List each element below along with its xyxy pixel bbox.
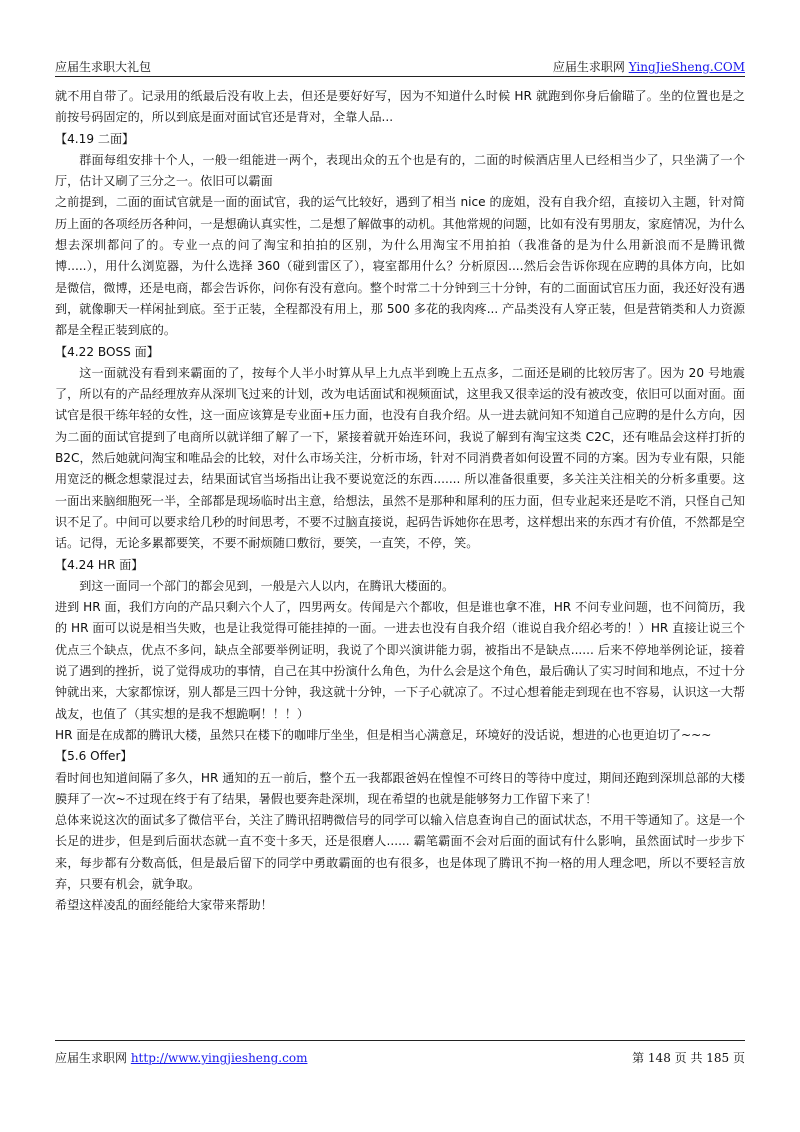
paragraph: 就不用自带了。记录用的纸最后没有收上去，但还是要好好写，因为不知道什么时候 HR 就跑到你身后偷瞄了。坐的位置也是之前按号码固定的，所以到底是面对面试官还是背对，全靠人品... xyxy=(55,89,745,125)
header-site-link[interactable]: YingJieSheng.COM xyxy=(628,60,745,74)
section-heading: 【4.19 二面】 xyxy=(55,131,135,146)
section-heading: 【4.22 BOSS 面】 xyxy=(55,344,159,359)
header-site-label: 应届生求职网 xyxy=(552,60,629,74)
paragraph: 进到 HR 面，我们方向的产品只剩六个人了，四男两女。传闻是六个都收，但是谁也拿不准，HR 不问专业问题，也不问简历，我的 HR 面可以说是相当失败，也是让我觉得可能挂掉的一面。一进去也没有自我介绍（谁说自我介绍必考的！）HR 直接让说三个优点三个缺点，优点不多问，缺点全部要举例证明，我说了个即兴演讲能力弱，被指出不是缺点...... 后来不停地举例论证，接着说了遇到的挫折，说了觉得成功的事情，自己在其中扮演什么角色，为什么会是这个角色，最后确认了实习时间和地点，不过十分钟就出来，大家都惊讶，别人都是三四十分钟，我这就十分钟，一下子心就凉了。不过心想着能走到现在也不容易，认识这一大帮战友，也值了（其实想的是我不想跪啊！！！） xyxy=(55,600,745,721)
paragraph: 群面每组安排十个人，一般一组能进一两个，表现出众的五个也是有的，二面的时候酒店里人已经相当少了，只坐满了一个厅，估计又刷了三分之一。依旧可以霸面 xyxy=(55,152,745,189)
paragraph: 希望这样凌乱的面经能给大家带来帮助！ xyxy=(55,898,273,913)
footer-site-label: 应届生求职网 xyxy=(55,1051,131,1065)
footer-site xyxy=(55,1049,307,1066)
section-heading: 【4.24 HR 面】 xyxy=(55,557,144,572)
header-site xyxy=(553,58,745,75)
page-header xyxy=(55,56,745,77)
section-heading: 【5.6 Offer】 xyxy=(55,749,133,764)
header-title: 应届生求职大礼包 xyxy=(55,60,152,74)
paragraph: 到这一面同一个部门的都会见到，一般是六人以内，在腾讯大楼面的。 xyxy=(79,578,455,593)
page-number: 第 148 页 共 185 页 xyxy=(632,1051,745,1065)
paragraph: 这一面就没有看到来霸面的了，按每个人半小时算从早上九点半到晚上五点多，二面还是刷的比较厉害了。因为 20 号地震了，所以有的产品经理放弃从深圳飞过来的计划，改为电话面试和视频面试，这里我又很幸运的没有被改变，依旧可以面对面。面试官是很干练年轻的女性，这一面应该算是专业面+压力面，也没有自我介绍。从一进去就问知不知道自己应聘的是什么方向，因为二面的面试官提到了电商所以就详细了解了一下，紧接着就开始连环问，我说了解到有淘宝这类 C2C，还有唯品会这样打折的 B2C，然后她就问淘宝和唯品会的比较，对什么市场关注，分析市场，针对不同消费者如何设置不同的方案。因为专业有限，只能用宽泛的概念想蒙混过去，结果面试官当场指出让我不要说宽泛的东西....... 所以准备很重要，多关注关注相关的分析多重要。这一面出来脑细胞死一半，全部都是现场临时出主意，给想法，虽然不是那种和犀利的压力面，但专业起来还是吃不消，只怪自己知识不足了。中间可以要求给几秒的时间思考，不要不过脑直接说，起码告诉她你在思考，这样想出来的东西才有价值，不然都是空话。记得，无论多累都要笑，不要不耐烦随口敷衍，要笑，一直笑，不停，笑。 xyxy=(55,365,745,551)
page-footer xyxy=(55,1040,745,1065)
paragraph: 看时间也知道间隔了多久，HR 通知的五一前后，整个五一我都跟爸妈在惶惶不可终日的等待中度过，期间还跑到深圳总部的大楼膜拜了一次~不过现在终于有了结果，暑假也要奔赴深圳，现在希望的也就是能够努力工作留下来了！ xyxy=(55,770,745,806)
paragraph: HR 面是在成都的腾讯大楼，虽然只在楼下的咖啡厅坐坐，但是相当心满意足，环境好的没话说，想进的心也更迫切了~~~ xyxy=(55,727,712,742)
document-body xyxy=(55,86,745,917)
paragraph: 总体来说这次的面试多了微信平台，关注了腾讯招聘微信号的同学可以输入信息查询自己的面试状态，不用干等通知了。这是一个长足的进步，但是到后面状态就一直不变十多天，还是很磨人...... 霸笔霸面不会对后面的面试有什么影响，虽然面试时一步步下来，每步都有分数高低，但是最后留下的同学中勇敢霸面的也有很多，也是体现了腾讯不拘一格的用人理念吧，所以不要轻言放弃，只要有机会，就争取。 xyxy=(55,813,745,891)
footer-site-link[interactable]: http://www.yingjiesheng.com xyxy=(130,1051,308,1065)
paragraph: 之前提到，二面的面试官就是一面的面试官，我的运气比较好，遇到了相当 nice 的庞姐，没有自我介绍，直接切入主题，针对简历上面的各项经历各种问，一是想确认真实性，二是想了解做事的动机。其他常规的问题，比如有没有男朋友，家庭情况，为什么想去深圳都问了的。专业一点的问了淘宝和拍拍的区别，为什么用淘宝不用拍拍（我准备的是为什么用新浪而不是腾讯微博.....），用什么浏览器，为什么选择 360（碰到雷区了），寝室都用什么？分析原因....然后会告诉你现在应聘的具体方向，比如是微信，微博，还是电商，都会告诉你，问你有没有意向。整个时常二十分钟到三十分钟，有的二面面试官压力面，我还好没有遇到，就像聊天一样闲扯到底。至于正装，全程都没有用上，那 500 多花的我肉疼... 产品类没有人穿正装，但是营销类和人力资源都是全程正装到底的。 xyxy=(55,195,745,338)
